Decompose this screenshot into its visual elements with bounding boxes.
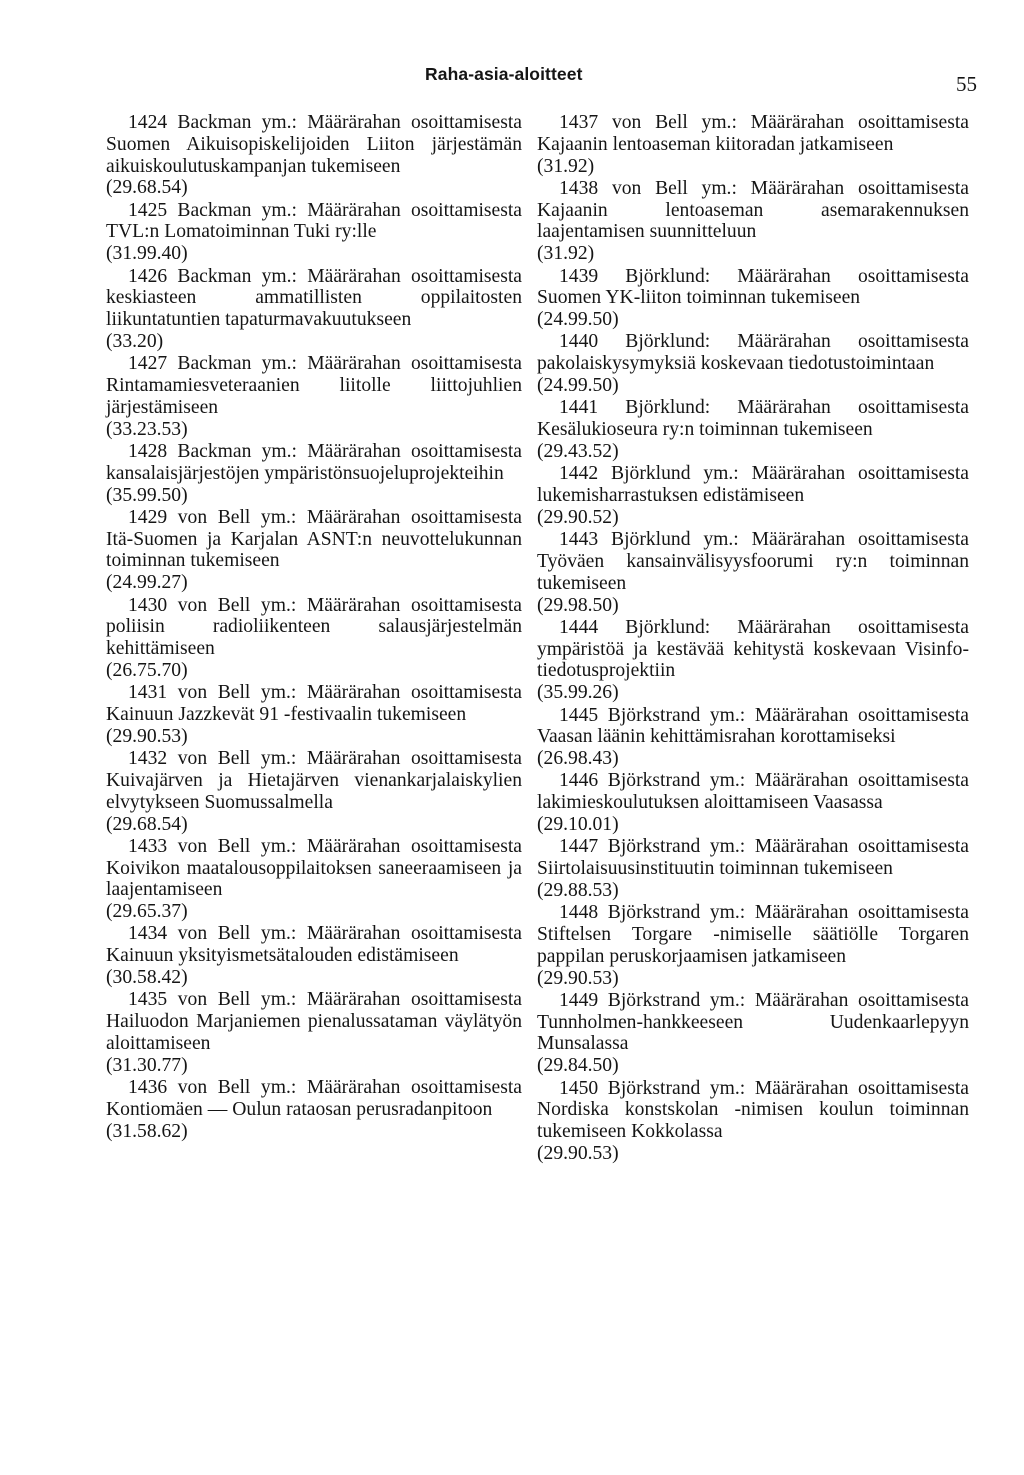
motion-entry — [106, 112, 522, 199]
budget-code: (24.99.50) — [537, 375, 619, 397]
budget-code: (35.99.26) — [537, 682, 619, 704]
motion-entry — [106, 507, 522, 594]
motion-entry — [537, 705, 969, 770]
motion-text: 1438 von Bell ym.: Määrärahan osoittamisesta Kajaanin lentoaseman asemarakennuksen laajentamisen suunnitteluun — [537, 177, 969, 243]
motion-entry — [106, 1077, 522, 1142]
motion-entry — [537, 990, 969, 1077]
budget-code: (29.43.52) — [537, 440, 619, 462]
motion-text: 1444 Björklund: Määrärahan osoittamisesta ympäristöä ja kestävää kehitystä koskevaan Visinfo-tiedotusprojektiin — [537, 616, 969, 682]
budget-code: (30.58.42) — [106, 967, 188, 989]
motion-text: 1424 Backman ym.: Määrärahan osoittamisesta Suomen Aikuisopiskelijoiden Liiton järjestämän aikuiskoulutuskampanjan tukemiseen — [106, 112, 522, 177]
motion-text: 1440 Björklund: Määrärahan osoittamisesta pakolaiskysymyksiä koskevaan tiedotustoimintaan — [537, 331, 969, 375]
budget-code: (29.84.50) — [537, 1055, 619, 1077]
motion-entry — [106, 923, 522, 988]
motion-text: 1431 von Bell ym.: Määrärahan osoittamisesta Kainuun Jazzkevät 91 -festivaalin tukemiseen — [106, 682, 522, 726]
motion-text: 1445 Björkstrand ym.: Määrärahan osoittamisesta Vaasan läänin kehittämisrahan korottamiseksi — [537, 704, 969, 748]
motion-entry — [537, 617, 969, 704]
budget-code: (29.10.01) — [537, 814, 619, 835]
motion-text: 1430 von Bell ym.: Määrärahan osoittamisesta poliisin radioliikenteen salausjärjestelmän kehittämiseen — [106, 594, 522, 660]
budget-code: (29.90.53) — [106, 725, 188, 747]
left-column — [106, 112, 522, 1143]
motion-entry — [537, 112, 969, 177]
motion-text: 1436 von Bell ym.: Määrärahan osoittamisesta Kontiomäen — Oulun rataosan perusradanpitoon — [106, 1077, 522, 1120]
motion-text: 1432 von Bell ym.: Määrärahan osoittamisesta Kuivajärven ja Hietajärven vienankarjalaiskylien elvytykseen Suomussalmella — [106, 748, 522, 813]
budget-code: (29.68.54) — [106, 813, 188, 835]
motion-text: 1435 von Bell ym.: Määrärahan osoittamisesta Hailuodon Marjaniemen pienalussataman väylätyön aloittamiseen — [106, 989, 522, 1054]
right-column — [537, 112, 969, 1165]
budget-code: (26.98.43) — [537, 748, 619, 770]
motion-entry — [537, 770, 969, 835]
budget-code: (24.99.27) — [106, 572, 188, 594]
budget-code: (31.92) — [537, 243, 595, 265]
budget-code: (31.99.40) — [106, 243, 188, 265]
motion-text: 1447 Björkstrand ym.: Määrärahan osoittamisesta Siirtolaisuusinstituutin toiminnan tukemiseen — [537, 836, 969, 880]
budget-code: (31.58.62) — [106, 1120, 188, 1142]
budget-code: (29.98.50) — [537, 594, 619, 616]
motion-entry — [537, 266, 969, 331]
motion-entry — [106, 748, 522, 835]
motion-text: 1437 von Bell ym.: Määrärahan osoittamisesta Kajaanin lentoaseman kiitoradan jatkamiseen — [537, 112, 969, 155]
motion-text: 1429 von Bell ym.: Määrärahan osoittamisesta Itä-Suomen ja Karjalan ASNT:n neuvottelukunnan toiminnan tukemiseen — [106, 506, 522, 572]
budget-code: (31.30.77) — [106, 1054, 188, 1076]
motion-entry — [106, 989, 522, 1076]
budget-code: (24.99.50) — [537, 309, 619, 331]
motion-entry — [537, 397, 969, 462]
motion-entry — [106, 595, 522, 682]
motion-text: 1428 Backman ym.: Määrärahan osoittamisesta kansalaisjärjestöjen ympäristönsuojeluprojekteihin — [106, 440, 522, 484]
motion-entry — [537, 331, 969, 396]
budget-code: (29.88.53) — [537, 879, 619, 901]
motion-entry — [537, 529, 969, 616]
budget-code: (29.65.37) — [106, 901, 188, 923]
budget-code: (26.75.70) — [106, 659, 188, 681]
motion-text: 1433 von Bell ym.: Määrärahan osoittamisesta Koivikon maatalousoppilaitoksen saneeraamiseen ja laajentamiseen — [106, 835, 522, 901]
budget-code: (33.23.53) — [106, 418, 188, 440]
motion-entry — [106, 200, 522, 265]
motion-text: 1442 Björklund ym.: Määrärahan osoittamisesta lukemisharrastuksen edistämiseen — [537, 463, 969, 507]
motion-text: 1427 Backman ym.: Määrärahan osoittamisesta Rintamamiesveteraanien liitolle liittojuhlien järjestämiseen — [106, 353, 522, 418]
budget-code: (29.90.53) — [537, 1142, 619, 1164]
page-number: 55 — [956, 72, 977, 96]
motion-entry — [106, 266, 522, 353]
motion-text: 1441 Björklund: Määrärahan osoittamisesta Kesälukioseura ry:n toiminnan tukemiseen — [537, 397, 969, 441]
motion-text: 1425 Backman ym.: Määrärahan osoittamisesta TVL:n Lomatoiminnan Tuki ry:lle — [106, 199, 522, 243]
budget-code: (29.90.53) — [537, 967, 619, 989]
budget-code: (33.20) — [106, 330, 164, 352]
motion-text: 1439 Björklund: Määrärahan osoittamisesta Suomen YK-liiton toiminnan tukemiseen — [537, 265, 969, 309]
budget-code: (29.90.52) — [537, 506, 619, 528]
motion-text: 1443 Björklund ym.: Määrärahan osoittamisesta Työväen kansainvälisyysfoorumi ry:n toiminnan tukemiseen — [537, 529, 969, 594]
motion-text: 1448 Björkstrand ym.: Määrärahan osoittamisesta Stiftelsen Torgare -nimiselle säätiölle Torgaren pappilan peruskorjaamisen jatkamiseen — [537, 902, 969, 967]
motion-text: 1450 Björkstrand ym.: Määrärahan osoittamisesta Nordiska konstskolan -nimisen koulun toiminnan tukemiseen Kokkolassa — [537, 1077, 969, 1143]
motion-entry — [537, 178, 969, 265]
motion-entry — [106, 682, 522, 747]
motion-entry — [106, 353, 522, 440]
motion-entry — [537, 836, 969, 901]
budget-code: (31.92) — [537, 155, 595, 177]
page-header-title: Raha-asia-aloitteet — [425, 64, 583, 84]
motion-entry — [106, 441, 522, 506]
motion-entry — [537, 902, 969, 989]
motion-entry — [537, 1078, 969, 1165]
motion-entry — [106, 836, 522, 923]
budget-code: (35.99.50) — [106, 484, 188, 506]
motion-text: 1434 von Bell ym.: Määrärahan osoittamisesta Kainuun yksityismetsätalouden edistämiseen — [106, 923, 522, 967]
motion-text: 1426 Backman ym.: Määrärahan osoittamisesta keskiasteen ammatillisten oppilaitosten liikuntatuntien tapaturmavakuutukseen — [106, 265, 522, 331]
motion-text: 1446 Björkstrand ym.: Määrärahan osoittamisesta lakimieskoulutuksen aloittamiseen Vaasassa — [537, 770, 969, 814]
budget-code: (29.68.54) — [106, 177, 188, 199]
motion-entry — [537, 463, 969, 528]
motion-text: 1449 Björkstrand ym.: Määrärahan osoittamisesta Tunnholmen-hankkeeseen Uudenkaarlepyyn Munsalassa — [537, 989, 969, 1055]
